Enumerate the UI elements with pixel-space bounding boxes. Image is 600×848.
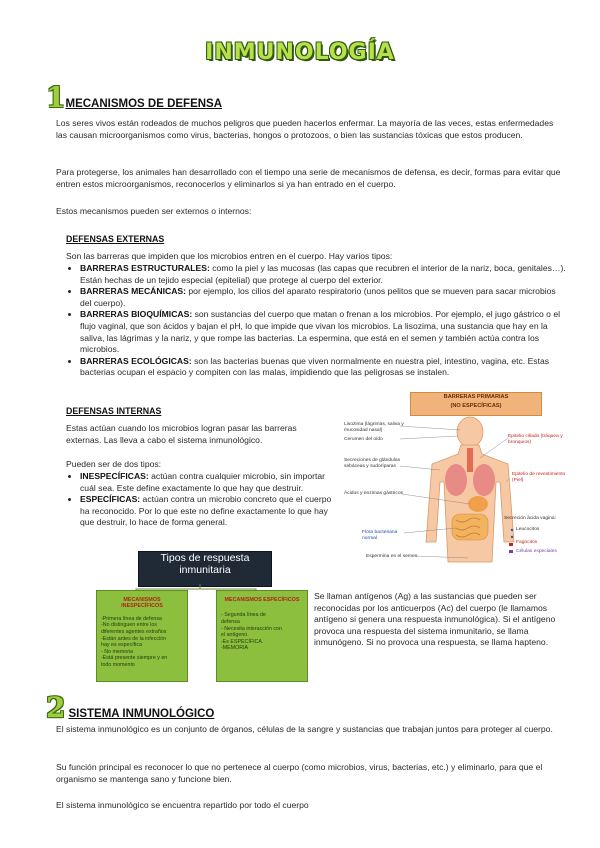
diagram-label: Células especiales — [516, 549, 557, 554]
externas-list — [66, 263, 566, 379]
diagram-label: Secreciones de glándulas sebáceas y sudoríparas — [344, 458, 401, 469]
internas-list — [66, 471, 334, 529]
paragraph: Estas actúan cuando los microbios logran pasar las barreras externas. Las lleva a cabo el sistema inmunológico. — [66, 423, 297, 445]
subheading: DEFENSAS EXTERNAS — [66, 234, 165, 244]
diagram-label: Flora bacteriana normal — [362, 530, 398, 541]
inespecificos-box: MECANISMOS INESPECÍFICOS -Primera línea de defensa -No distinguen entre los diferentes agentes extraños -Están antes de la infección hay es específica - No memoria -Está presente siempre y en todo momento — [96, 590, 188, 682]
diagram-label: Epitelio ciliado (tráquea y bronquios) — [508, 434, 563, 445]
section-heading: MECANISMOS DE DEFENSA — [65, 98, 223, 110]
paragraph: Son las barreras que impiden que los microbios entren en el cuerpo. Hay varios tipos: — [66, 251, 393, 261]
diagram-label: Lisozima (lágrimas, saliva y mucosidad nasal) — [344, 422, 404, 433]
diagram-label: Epitelio de revestimiento (Piel) — [512, 472, 566, 483]
section-1-header — [46, 81, 223, 114]
page-title: INMUNOLOGÍA — [205, 40, 395, 65]
paragraph: El sistema inmunológico es un conjunto de órganos, células de la sangre y sustancias que trabajan juntos para proteger al cuerpo. — [56, 724, 553, 734]
antigenos-paragraph: Se llaman antígenos (Ag) a las sustancias que pueden ser reconocidas por los anticuerpos (Ac) del cuerpo (le llamamos antígeno si genera una respuesta inmunológica). Si el antígeno provoca una respuesta del sistema inmunitario, se llama inmunógeno. Si no provoca una respuesta, se llama hapteno. — [314, 591, 556, 648]
paragraph: Estos mecanismos pueden ser externos o internos: — [56, 206, 252, 216]
subheading: DEFENSAS INTERNAS — [66, 406, 162, 416]
list-item: • BARRERAS BIOQUÍMICAS: son sustancias del cuerpo que matan o frenan a los microbios. Por ejemplo, el jugo gástrico o el flujo vaginal, que son ácidos y bajan el pH, lo que impide que vivan los microbios. La lisozima, una sustancia que hay en la saliva, las lágrimas y la nariz, y que rompe las bacterias. La espermina, que está en el semen y también actúa contra los microbios. — [80, 309, 566, 355]
paragraph: El sistema inmunológico se encuentra repartido por todo el cuerpo — [56, 800, 309, 810]
list-item: • INESPECÍFICAS: actúan contra cualquier microbio, sin importar cuál sea. Este define exactamente lo que hay que destruir. — [80, 471, 334, 494]
diagram-label: Leucocitos — [516, 527, 540, 532]
diagram-label: Cerumen del oído — [344, 437, 383, 442]
diagram-label: Secreción ácida vagina: — [504, 516, 556, 521]
tipos-respuesta-title: Tipos de respuesta inmunitaria — [138, 551, 272, 587]
paragraph: Pueden ser de dos tipos: — [66, 459, 162, 469]
section-number: 2 — [46, 691, 66, 724]
list-item: • BARRERAS MECÁNICAS: por ejemplo, los cilios del aparato respiratorio (unos pelitos que se mueven para sacar microbios del cuerpo). — [80, 286, 566, 309]
section-2-header — [46, 691, 215, 724]
list-item: • BARRERAS ESTRUCTURALES: como la piel y las mucosas (las capas que recubren el interior de la nariz, boca, genitales…). Están hechas de un tejido especial (epitelial) que protege al cuerpo del exterior. — [80, 263, 566, 286]
paragraph: Para protegerse, los animales han desarrollado con el tiempo una serie de mecanismos de defensa, es decir, formas para evitar que entren estos microorganismos, reconocerlos y eliminarlos si ya han entrado en el cuerpo. — [56, 167, 561, 189]
diagram-label: Ácidos y enzimas gástricos — [344, 491, 403, 496]
paragraph: Su función principal es reconocer lo que no pertenece al cuerpo (como microbios, virus, bacterias, etc.) y eliminarlo, para que el organismo se mantenga sano y funcione bien. — [56, 762, 543, 784]
section-number: 1 — [46, 81, 66, 114]
diagram-label: Espermina en el semen — [366, 554, 418, 559]
diagram-header: BARRERAS PRIMARIAS (NO ESPECÍFICAS) — [410, 392, 542, 416]
section-heading: SISTEMA INMUNOLÓGICO — [68, 708, 215, 720]
barreras-diagram — [340, 392, 572, 568]
list-item: • BARRERAS ECOLÓGICAS: son las bacterias buenas que viven normalmente en nuestra piel, intestino, vagina, etc. Estas bacterias ocupan el espacio y compiten con las malas, impidiendo que las peligrosas se instalen. — [80, 356, 566, 379]
especificos-box: MECANISMOS ESPECÍFICOS - Segunda línea de defensa - Necesita interacción con el antígeno. -Es ESPECÍFICA. -MEMORIA — [216, 590, 308, 682]
list-item: • ESPECÍFICAS: actúan contra un microbio concreto que el cuerpo ha reconocido. Por lo que este no define exactamente lo que hay que destruir, lo hace de forma general. — [80, 494, 334, 529]
diagram-label: Fagocitos — [516, 540, 538, 545]
paragraph: Los seres vivos están rodeados de muchos peligros que pueden hacerlos enfermar. La mayoría de las veces, estas enfermedades las causan microorganismos como virus, bacterias, hongos o protozoos, o bien las sustancias tóxicas que estos producen. — [56, 118, 554, 140]
